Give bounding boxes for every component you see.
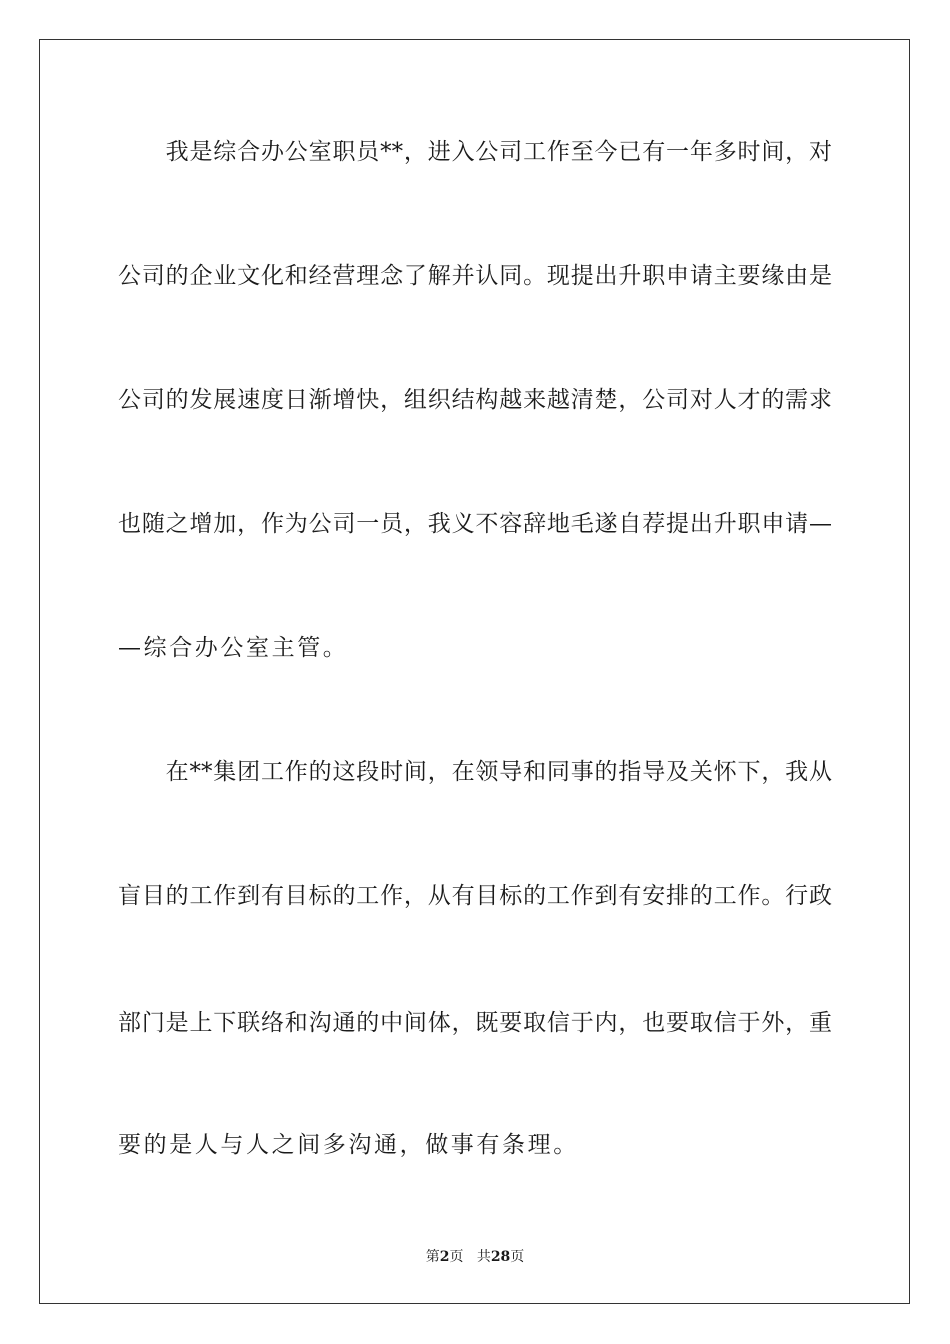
footer-total-suffix: 页 [510, 1249, 525, 1265]
page-border [39, 39, 910, 1304]
footer-page-prefix: 第 [425, 1249, 440, 1265]
paragraph-1-line-1: 我是综合办公室职员**，进入公司工作至今已有一年多时间，对 [118, 139, 832, 165]
footer-page-number: 2 [439, 1249, 450, 1265]
paragraph-1-line-5: —综合办公室主管。 [118, 635, 349, 661]
paragraph-2-line-3: 部门是上下联络和沟通的中间体，既要取信于内，也要取信于外，重 [118, 1010, 832, 1036]
footer-page-suffix: 页 [449, 1249, 464, 1265]
paragraph-2-line-1: 在**集团工作的这段时间，在领导和同事的指导及关怀下，我从 [118, 759, 832, 785]
footer-total-prefix: 共 [476, 1249, 491, 1265]
footer-total-pages: 28 [490, 1249, 511, 1265]
paragraph-1-line-4: 也随之增加，作为公司一员，我义不容辞地毛遂自荐提出升职申请— [118, 511, 832, 537]
paragraph-1-line-3: 公司的发展速度日渐增快，组织结构越来越清楚，公司对人才的需求 [118, 387, 832, 413]
paragraph-2-line-4: 要的是人与人之间多沟通，做事有条理。 [118, 1132, 579, 1158]
paragraph-2-line-2: 盲目的工作到有目标的工作，从有目标的工作到有安排的工作。行政 [118, 883, 832, 909]
paragraph-1-line-2: 公司的企业文化和经营理念了解并认同。现提出升职申请主要缘由是 [118, 263, 832, 289]
page-footer [0, 1248, 950, 1266]
